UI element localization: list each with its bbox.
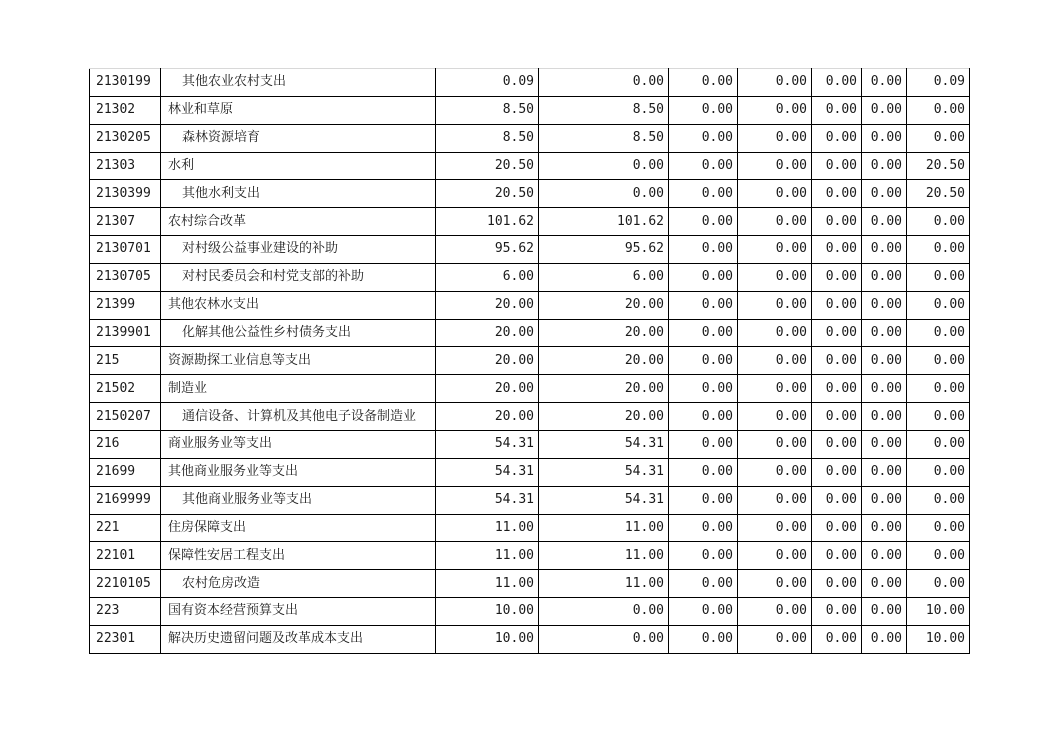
amount-cell-col-4: 0.00 — [738, 152, 812, 180]
amount-cell-col-3: 0.00 — [669, 375, 738, 403]
amount-cell-col-7: 20.50 — [907, 180, 970, 208]
subject-code-cell: 2130701 — [90, 236, 161, 264]
table-body — [90, 69, 970, 654]
subject-name-cell: 水利 — [161, 152, 436, 180]
amount-cell-col-7: 0.00 — [907, 570, 970, 598]
amount-cell-col-3: 0.00 — [669, 625, 738, 653]
subject-name-cell: 化解其他公益性乡村债务支出 — [161, 319, 436, 347]
amount-cell-col-7: 10.00 — [907, 625, 970, 653]
amount-cell-col-1: 6.00 — [436, 263, 539, 291]
table-row — [90, 458, 970, 486]
amount-cell-col-3: 0.00 — [669, 514, 738, 542]
amount-cell-col-5: 0.00 — [812, 625, 862, 653]
amount-cell-col-7: 0.00 — [907, 208, 970, 236]
amount-cell-col-6: 0.00 — [862, 291, 907, 319]
table-row — [90, 291, 970, 319]
table-row — [90, 319, 970, 347]
amount-cell-col-4: 0.00 — [738, 625, 812, 653]
amount-cell-col-5: 0.00 — [812, 514, 862, 542]
amount-cell-col-6: 0.00 — [862, 403, 907, 431]
amount-cell-col-2: 0.00 — [539, 625, 669, 653]
amount-cell-col-5: 0.00 — [812, 375, 862, 403]
amount-cell-col-4: 0.00 — [738, 263, 812, 291]
subject-name-cell: 其他农林水支出 — [161, 291, 436, 319]
amount-cell-col-4: 0.00 — [738, 208, 812, 236]
amount-cell-col-4: 0.00 — [738, 291, 812, 319]
amount-cell-col-3: 0.00 — [669, 152, 738, 180]
subject-name-cell: 其他水利支出 — [161, 180, 436, 208]
amount-cell-col-1: 0.09 — [436, 69, 539, 97]
amount-cell-col-4: 0.00 — [738, 430, 812, 458]
amount-cell-col-3: 0.00 — [669, 291, 738, 319]
amount-cell-col-3: 0.00 — [669, 124, 738, 152]
table-row — [90, 486, 970, 514]
amount-cell-col-5: 0.00 — [812, 347, 862, 375]
subject-code-cell: 216 — [90, 430, 161, 458]
amount-cell-col-2: 8.50 — [539, 96, 669, 124]
subject-name-cell: 林业和草原 — [161, 96, 436, 124]
subject-name-cell: 国有资本经营预算支出 — [161, 598, 436, 626]
table-row — [90, 236, 970, 264]
amount-cell-col-6: 0.00 — [862, 96, 907, 124]
amount-cell-col-1: 101.62 — [436, 208, 539, 236]
subject-name-cell: 其他商业服务业等支出 — [161, 486, 436, 514]
subject-code-cell: 21399 — [90, 291, 161, 319]
subject-name-cell: 商业服务业等支出 — [161, 430, 436, 458]
subject-code-cell: 2130705 — [90, 263, 161, 291]
subject-code-cell: 21502 — [90, 375, 161, 403]
amount-cell-col-2: 11.00 — [539, 570, 669, 598]
amount-cell-col-1: 20.00 — [436, 403, 539, 431]
table-row — [90, 403, 970, 431]
table-row — [90, 570, 970, 598]
amount-cell-col-5: 0.00 — [812, 486, 862, 514]
amount-cell-col-4: 0.00 — [738, 69, 812, 97]
table-row — [90, 124, 970, 152]
amount-cell-col-3: 0.00 — [669, 347, 738, 375]
amount-cell-col-2: 20.00 — [539, 319, 669, 347]
amount-cell-col-6: 0.00 — [862, 236, 907, 264]
amount-cell-col-7: 0.00 — [907, 347, 970, 375]
amount-cell-col-5: 0.00 — [812, 124, 862, 152]
amount-cell-col-3: 0.00 — [669, 542, 738, 570]
subject-code-cell: 2169999 — [90, 486, 161, 514]
amount-cell-col-3: 0.00 — [669, 236, 738, 264]
amount-cell-col-2: 54.31 — [539, 430, 669, 458]
amount-cell-col-4: 0.00 — [738, 180, 812, 208]
subject-code-cell: 2210105 — [90, 570, 161, 598]
subject-code-cell: 221 — [90, 514, 161, 542]
subject-code-cell: 223 — [90, 598, 161, 626]
subject-code-cell: 2130399 — [90, 180, 161, 208]
amount-cell-col-4: 0.00 — [738, 403, 812, 431]
table-row — [90, 152, 970, 180]
amount-cell-col-3: 0.00 — [669, 180, 738, 208]
amount-cell-col-2: 20.00 — [539, 347, 669, 375]
amount-cell-col-3: 0.00 — [669, 598, 738, 626]
amount-cell-col-2: 20.00 — [539, 403, 669, 431]
amount-cell-col-6: 0.00 — [862, 180, 907, 208]
amount-cell-col-3: 0.00 — [669, 570, 738, 598]
amount-cell-col-1: 20.50 — [436, 152, 539, 180]
amount-cell-col-3: 0.00 — [669, 458, 738, 486]
amount-cell-col-6: 0.00 — [862, 375, 907, 403]
subject-code-cell: 22301 — [90, 625, 161, 653]
amount-cell-col-1: 54.31 — [436, 458, 539, 486]
amount-cell-col-6: 0.00 — [862, 542, 907, 570]
amount-cell-col-3: 0.00 — [669, 69, 738, 97]
table-row — [90, 514, 970, 542]
amount-cell-col-2: 6.00 — [539, 263, 669, 291]
amount-cell-col-6: 0.00 — [862, 514, 907, 542]
subject-code-cell: 2139901 — [90, 319, 161, 347]
subject-code-cell: 21307 — [90, 208, 161, 236]
amount-cell-col-6: 0.00 — [862, 124, 907, 152]
amount-cell-col-1: 8.50 — [436, 124, 539, 152]
amount-cell-col-6: 0.00 — [862, 458, 907, 486]
amount-cell-col-6: 0.00 — [862, 152, 907, 180]
subject-name-cell: 农村危房改造 — [161, 570, 436, 598]
amount-cell-col-5: 0.00 — [812, 263, 862, 291]
subject-code-cell: 22101 — [90, 542, 161, 570]
amount-cell-col-2: 11.00 — [539, 514, 669, 542]
amount-cell-col-1: 8.50 — [436, 96, 539, 124]
table-row — [90, 625, 970, 653]
amount-cell-col-5: 0.00 — [812, 458, 862, 486]
amount-cell-col-2: 0.00 — [539, 69, 669, 97]
amount-cell-col-4: 0.00 — [738, 375, 812, 403]
amount-cell-col-1: 54.31 — [436, 430, 539, 458]
amount-cell-col-2: 95.62 — [539, 236, 669, 264]
amount-cell-col-2: 20.00 — [539, 375, 669, 403]
amount-cell-col-7: 10.00 — [907, 598, 970, 626]
amount-cell-col-1: 20.00 — [436, 319, 539, 347]
table-row — [90, 430, 970, 458]
amount-cell-col-4: 0.00 — [738, 486, 812, 514]
amount-cell-col-6: 0.00 — [862, 69, 907, 97]
amount-cell-col-5: 0.00 — [812, 598, 862, 626]
subject-name-cell: 森林资源培育 — [161, 124, 436, 152]
amount-cell-col-6: 0.00 — [862, 263, 907, 291]
subject-code-cell: 2130205 — [90, 124, 161, 152]
table-row — [90, 375, 970, 403]
amount-cell-col-7: 0.00 — [907, 430, 970, 458]
amount-cell-col-6: 0.00 — [862, 486, 907, 514]
subject-name-cell: 农村综合改革 — [161, 208, 436, 236]
amount-cell-col-6: 0.00 — [862, 598, 907, 626]
amount-cell-col-4: 0.00 — [738, 236, 812, 264]
table-row — [90, 347, 970, 375]
amount-cell-col-5: 0.00 — [812, 319, 862, 347]
subject-name-cell: 其他商业服务业等支出 — [161, 458, 436, 486]
amount-cell-col-7: 0.00 — [907, 124, 970, 152]
amount-cell-col-5: 0.00 — [812, 430, 862, 458]
amount-cell-col-1: 10.00 — [436, 625, 539, 653]
budget-expenditure-table — [89, 68, 970, 654]
amount-cell-col-5: 0.00 — [812, 208, 862, 236]
amount-cell-col-1: 11.00 — [436, 514, 539, 542]
subject-code-cell: 2130199 — [90, 69, 161, 97]
amount-cell-col-3: 0.00 — [669, 430, 738, 458]
amount-cell-col-5: 0.00 — [812, 403, 862, 431]
amount-cell-col-7: 0.00 — [907, 514, 970, 542]
amount-cell-col-4: 0.00 — [738, 319, 812, 347]
amount-cell-col-2: 54.31 — [539, 486, 669, 514]
amount-cell-col-2: 11.00 — [539, 542, 669, 570]
amount-cell-col-1: 20.00 — [436, 291, 539, 319]
subject-name-cell: 住房保障支出 — [161, 514, 436, 542]
amount-cell-col-4: 0.00 — [738, 570, 812, 598]
amount-cell-col-2: 54.31 — [539, 458, 669, 486]
amount-cell-col-1: 54.31 — [436, 486, 539, 514]
subject-name-cell: 解决历史遗留问题及改革成本支出 — [161, 625, 436, 653]
amount-cell-col-1: 10.00 — [436, 598, 539, 626]
subject-code-cell: 2150207 — [90, 403, 161, 431]
amount-cell-col-5: 0.00 — [812, 236, 862, 264]
amount-cell-col-7: 0.00 — [907, 263, 970, 291]
amount-cell-col-1: 20.50 — [436, 180, 539, 208]
amount-cell-col-3: 0.00 — [669, 486, 738, 514]
amount-cell-col-5: 0.00 — [812, 152, 862, 180]
amount-cell-col-4: 0.00 — [738, 458, 812, 486]
subject-code-cell: 215 — [90, 347, 161, 375]
subject-name-cell: 保障性安居工程支出 — [161, 542, 436, 570]
amount-cell-col-2: 8.50 — [539, 124, 669, 152]
amount-cell-col-1: 20.00 — [436, 375, 539, 403]
table-row — [90, 208, 970, 236]
amount-cell-col-7: 20.50 — [907, 152, 970, 180]
subject-name-cell: 其他农业农村支出 — [161, 69, 436, 97]
amount-cell-col-1: 11.00 — [436, 542, 539, 570]
amount-cell-col-3: 0.00 — [669, 319, 738, 347]
table-row — [90, 263, 970, 291]
table-row — [90, 542, 970, 570]
amount-cell-col-4: 0.00 — [738, 514, 812, 542]
amount-cell-col-6: 0.00 — [862, 430, 907, 458]
table-row — [90, 598, 970, 626]
amount-cell-col-2: 0.00 — [539, 598, 669, 626]
amount-cell-col-4: 0.00 — [738, 347, 812, 375]
amount-cell-col-6: 0.00 — [862, 625, 907, 653]
amount-cell-col-7: 0.00 — [907, 458, 970, 486]
amount-cell-col-7: 0.00 — [907, 319, 970, 347]
amount-cell-col-3: 0.00 — [669, 403, 738, 431]
amount-cell-col-3: 0.00 — [669, 208, 738, 236]
amount-cell-col-1: 95.62 — [436, 236, 539, 264]
subject-code-cell: 21302 — [90, 96, 161, 124]
amount-cell-col-7: 0.00 — [907, 291, 970, 319]
amount-cell-col-4: 0.00 — [738, 124, 812, 152]
amount-cell-col-5: 0.00 — [812, 570, 862, 598]
amount-cell-col-3: 0.00 — [669, 96, 738, 124]
subject-name-cell: 对村民委员会和村党支部的补助 — [161, 263, 436, 291]
amount-cell-col-4: 0.00 — [738, 96, 812, 124]
amount-cell-col-6: 0.00 — [862, 208, 907, 236]
amount-cell-col-5: 0.00 — [812, 180, 862, 208]
amount-cell-col-6: 0.00 — [862, 570, 907, 598]
subject-name-cell: 对村级公益事业建设的补助 — [161, 236, 436, 264]
amount-cell-col-5: 0.00 — [812, 542, 862, 570]
amount-cell-col-5: 0.00 — [812, 96, 862, 124]
table-row — [90, 96, 970, 124]
subject-name-cell: 通信设备、计算机及其他电子设备制造业 — [161, 403, 436, 431]
amount-cell-col-7: 0.00 — [907, 236, 970, 264]
amount-cell-col-4: 0.00 — [738, 542, 812, 570]
subject-name-cell: 制造业 — [161, 375, 436, 403]
amount-cell-col-1: 11.00 — [436, 570, 539, 598]
table-row — [90, 69, 970, 97]
amount-cell-col-5: 0.00 — [812, 291, 862, 319]
table-row — [90, 180, 970, 208]
amount-cell-col-2: 0.00 — [539, 180, 669, 208]
amount-cell-col-2: 0.00 — [539, 152, 669, 180]
amount-cell-col-4: 0.00 — [738, 598, 812, 626]
amount-cell-col-2: 20.00 — [539, 291, 669, 319]
amount-cell-col-7: 0.00 — [907, 542, 970, 570]
subject-code-cell: 21699 — [90, 458, 161, 486]
amount-cell-col-3: 0.00 — [669, 263, 738, 291]
amount-cell-col-7: 0.09 — [907, 69, 970, 97]
amount-cell-col-7: 0.00 — [907, 375, 970, 403]
amount-cell-col-5: 0.00 — [812, 69, 862, 97]
subject-name-cell: 资源勘探工业信息等支出 — [161, 347, 436, 375]
amount-cell-col-6: 0.00 — [862, 347, 907, 375]
subject-code-cell: 21303 — [90, 152, 161, 180]
amount-cell-col-2: 101.62 — [539, 208, 669, 236]
amount-cell-col-6: 0.00 — [862, 319, 907, 347]
amount-cell-col-7: 0.00 — [907, 486, 970, 514]
amount-cell-col-7: 0.00 — [907, 403, 970, 431]
amount-cell-col-1: 20.00 — [436, 347, 539, 375]
amount-cell-col-7: 0.00 — [907, 96, 970, 124]
